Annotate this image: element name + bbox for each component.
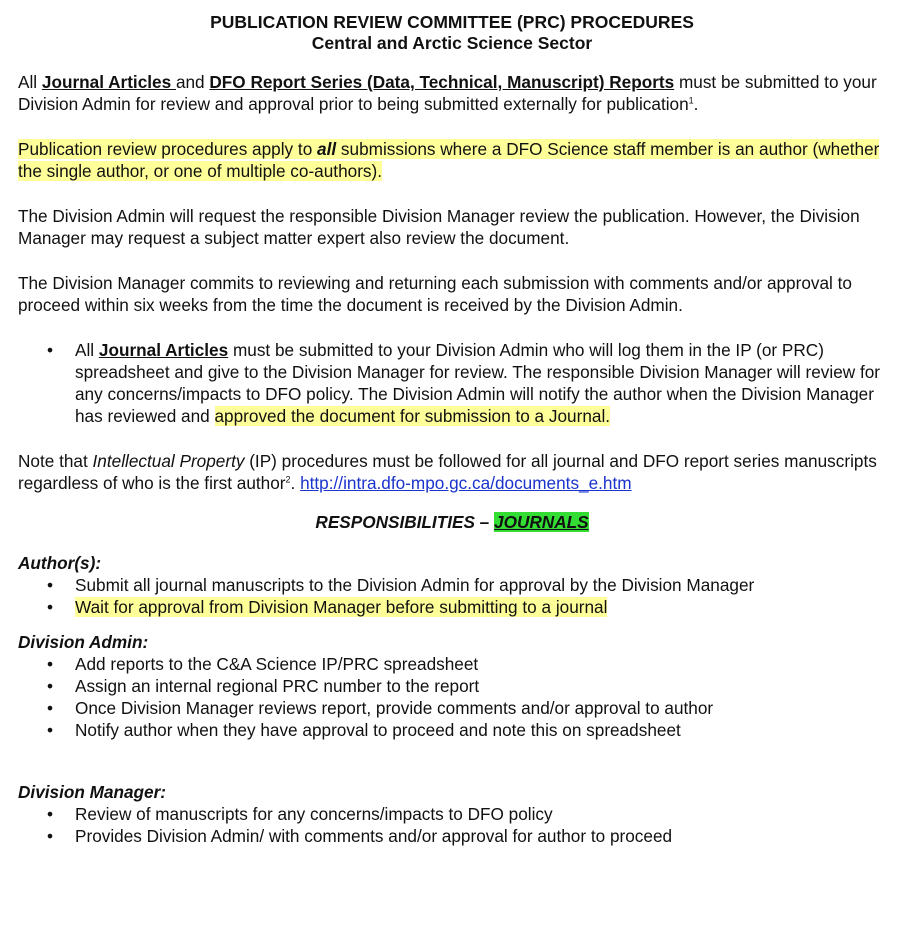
- responsibilities-prefix: RESPONSIBILITIES –: [315, 512, 495, 532]
- scope-paragraph: [18, 138, 886, 182]
- division-admin-section: [18, 631, 886, 741]
- bullet-text-2: must be submitted to your Division Admin who will log them in the IP (or PRC) spreadsheet and give to the Division Manager for review. The responsible Division Manager will review for any concerns/impacts to DFO policy. The Division Admin will notify the author when the Division Manager has reviewed and: [75, 340, 881, 426]
- division-manager-section: [18, 781, 886, 847]
- intro-text-3: must be submitted to your Division Admin for review and approval prior to being submitted externally for publication: [18, 72, 877, 114]
- scope-text-1: Publication review procedures apply to: [18, 139, 318, 159]
- bullet-journal-articles-term: Journal Articles: [98, 340, 229, 360]
- footnote-ref-1: 1: [688, 95, 694, 106]
- list-item: • Once Division Manager reviews report, provide comments and/or approval to author: [18, 697, 886, 719]
- list-item: • Review of manuscripts for any concerns/impacts to DFO policy: [18, 803, 886, 825]
- journal-articles-bullet-list: [18, 339, 886, 427]
- document-title: PUBLICATION REVIEW COMMITTEE (PRC) PROCEDURES: [210, 12, 694, 32]
- note-text-1: Note that: [18, 451, 93, 471]
- intro-text-4: .: [693, 94, 699, 114]
- list-item: • Assign an internal regional PRC number to the report: [18, 675, 886, 697]
- division-admin-heading: Division Admin:: [18, 632, 149, 652]
- bullet-approval-highlight: approved the document for submission to a Journal.: [214, 406, 611, 426]
- list-item: • Add reports to the C&A Science IP/PRC spreadsheet: [18, 653, 886, 675]
- journal-articles-bullet: [18, 339, 886, 427]
- note-text-3: .: [290, 473, 301, 493]
- division-admin-paragraph: The Division Admin will request the responsible Division Manager review the publication. However, the Division Manager may request a subject matter expert also review the document.: [18, 206, 860, 248]
- authors-section: [18, 552, 886, 618]
- intro-text-1: All: [18, 72, 42, 92]
- division-manager-paragraph: The Division Manager commits to reviewing and returning each submission with comments and/or approval to proceed within six weeks from the time the document is received by the Division Admin.: [18, 273, 852, 315]
- document-subtitle: Central and Arctic Science Sector: [311, 33, 593, 53]
- intro-text-2: and: [175, 72, 210, 92]
- bullet-text-1: All: [75, 340, 99, 360]
- authors-wait-highlight: Wait for approval from Division Manager before submitting to a journal: [75, 597, 608, 617]
- journal-articles-term: Journal Articles: [41, 72, 176, 92]
- list-item: • Submit all journal manuscripts to the Division Admin for approval by the Division Manager: [18, 574, 886, 596]
- list-item: • Notify author when they have approval to proceed and note this on spreadsheet: [18, 719, 886, 741]
- dfo-report-series-term: DFO Report Series (Data, Technical, Manuscript) Reports: [209, 72, 675, 92]
- authors-list: [18, 574, 886, 618]
- scope-all-emphasis: all: [317, 139, 337, 159]
- footnote-ref-2: 2: [285, 474, 291, 485]
- intro-paragraph: [18, 71, 886, 115]
- scope-highlight: [18, 139, 879, 181]
- ip-documents-link[interactable]: http://intra.dfo-mpo.gc.ca/documents_e.htm: [300, 473, 632, 493]
- authors-heading: Author(s):: [18, 553, 102, 573]
- journals-label: JOURNALS: [494, 512, 589, 532]
- scope-text-2: submissions where a DFO Science staff member is an author (whether the single author, or one of multiple co-authors).: [18, 139, 880, 181]
- division-manager-list: [18, 803, 886, 847]
- division-admin-list: [18, 653, 886, 741]
- intellectual-property-term: Intellectual Property: [92, 451, 245, 471]
- list-item: [18, 596, 886, 618]
- division-manager-heading: Division Manager:: [18, 782, 167, 802]
- list-item: • Provides Division Admin/ with comments and/or approval for author to proceed: [18, 825, 886, 847]
- ip-note-paragraph: [18, 450, 886, 494]
- note-text-2: (IP) procedures must be followed for all journal and DFO report series manuscripts regardless of who is the first author: [18, 451, 877, 493]
- responsibilities-heading: [18, 511, 886, 533]
